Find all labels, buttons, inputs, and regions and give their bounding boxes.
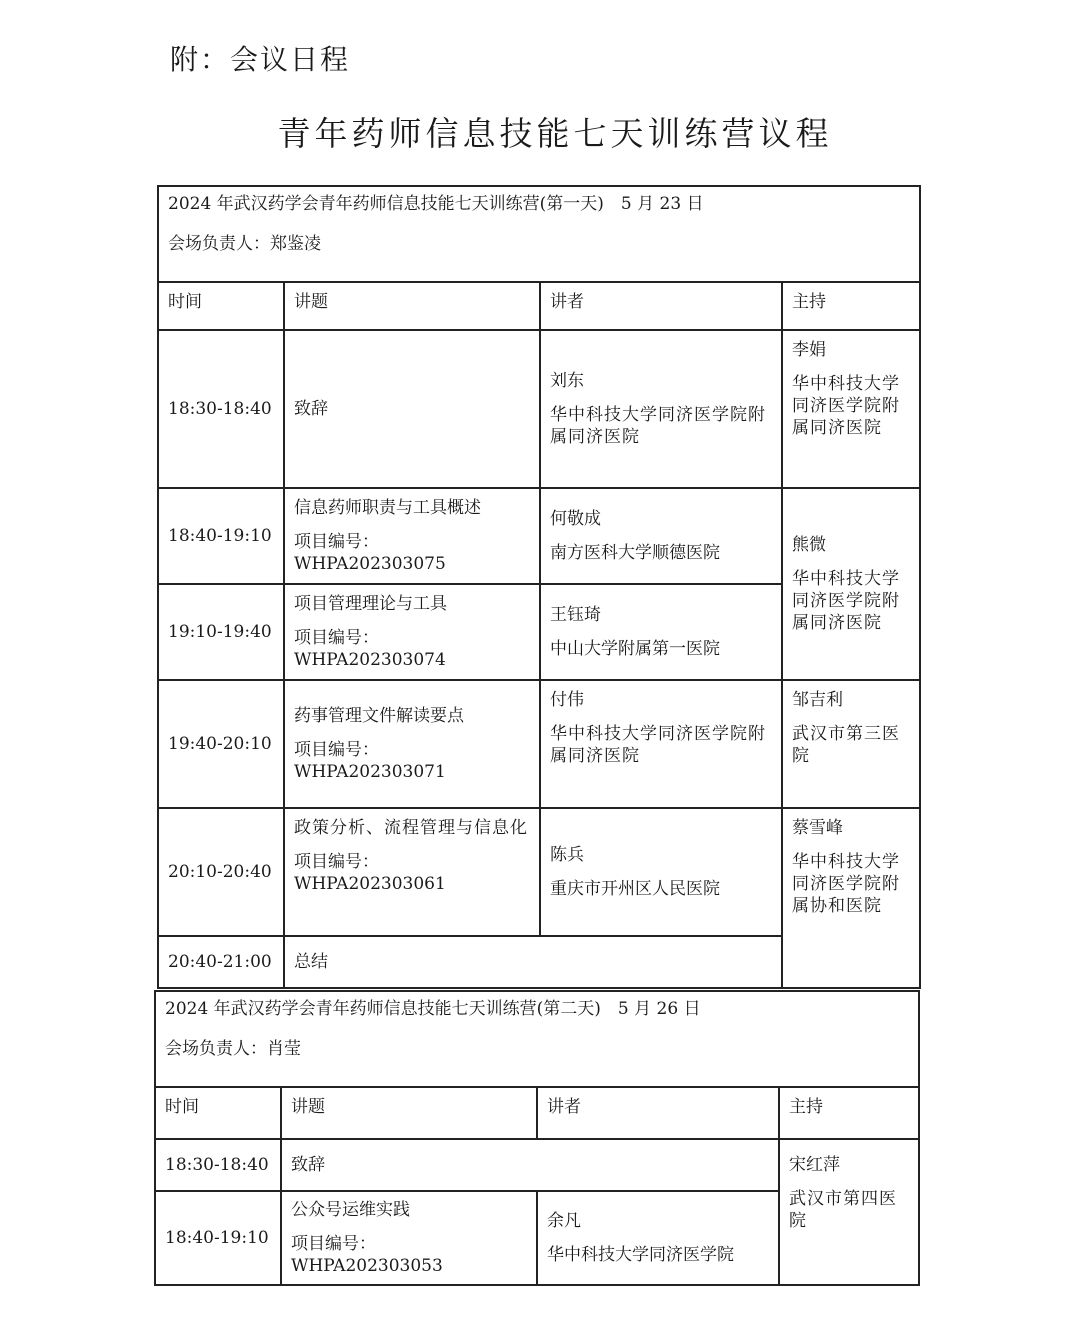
day1-agenda-table bbox=[157, 185, 921, 989]
row-speaker bbox=[540, 488, 782, 584]
row-topic: 总结 bbox=[284, 936, 782, 988]
row-time: 18:30-18:40 bbox=[155, 1139, 281, 1191]
speaker-org: 华中科技大学同济医学院附属同济医院 bbox=[550, 404, 766, 448]
page-title: 青年药师信息技能七天训练营议程 bbox=[277, 114, 833, 153]
table-row bbox=[155, 1139, 919, 1191]
row-speaker bbox=[540, 584, 782, 680]
row-topic bbox=[284, 680, 540, 808]
speaker-name: 王钰琦 bbox=[550, 604, 601, 625]
host-name: 邹吉利 bbox=[792, 690, 843, 710]
table-row bbox=[158, 488, 920, 584]
host-org: 华中科技大学同济医学院附属同济医院 bbox=[792, 374, 900, 439]
row-host bbox=[782, 330, 920, 488]
col-speaker: 讲者 bbox=[540, 282, 782, 330]
table-row bbox=[158, 680, 920, 808]
table-row bbox=[158, 330, 920, 488]
row-time: 20:10-20:40 bbox=[158, 808, 284, 936]
row-time: 18:30-18:40 bbox=[158, 330, 284, 488]
project-code: 项目编号：WHPA202303075 bbox=[294, 531, 446, 575]
speaker-org: 华中科技大学同济医学院 bbox=[547, 1245, 734, 1265]
speaker-name: 付伟 bbox=[550, 690, 584, 710]
speaker-org: 华中科技大学同济医学院附属同济医院 bbox=[550, 724, 766, 767]
topic-title: 公众号运维实践 bbox=[291, 1199, 410, 1220]
day2-heading: 2024 年武汉药学会青年药师信息技能七天训练营(第二天) 5 月 26 日 bbox=[165, 999, 701, 1019]
speaker-name: 余凡 bbox=[547, 1210, 581, 1231]
topic-title: 信息药师职责与工具概述 bbox=[294, 497, 481, 518]
host-org: 华中科技大学同济医学院附属协和医院 bbox=[792, 852, 900, 917]
appendix-label: 附：会议日程 bbox=[170, 43, 351, 76]
row-time: 20:40-21:00 bbox=[158, 936, 284, 988]
topic-title: 药事管理文件解读要点 bbox=[294, 705, 464, 726]
topic-title: 政策分析、流程管理与信息化 bbox=[294, 818, 528, 838]
row-speaker bbox=[540, 680, 782, 808]
row-speaker bbox=[537, 1191, 779, 1285]
row-topic bbox=[281, 1191, 537, 1285]
day2-column-header bbox=[155, 1087, 919, 1139]
host-name: 熊微 bbox=[792, 534, 826, 555]
row-topic bbox=[284, 808, 540, 936]
row-time: 19:40-20:10 bbox=[158, 680, 284, 808]
col-topic: 讲题 bbox=[281, 1087, 537, 1139]
row-topic bbox=[284, 584, 540, 680]
row-topic: 致辞 bbox=[284, 330, 540, 488]
day2-heading-cell bbox=[155, 991, 919, 1087]
day1-heading: 2024 年武汉药学会青年药师信息技能七天训练营(第一天) 5 月 23 日 bbox=[168, 194, 704, 214]
row-topic: 致辞 bbox=[281, 1139, 779, 1191]
day1-heading-cell bbox=[158, 186, 920, 282]
speaker-org: 南方医科大学顺德医院 bbox=[550, 543, 720, 563]
row-time: 18:40-19:10 bbox=[158, 488, 284, 584]
day2-manager: 会场负责人：肖莹 bbox=[165, 1039, 301, 1060]
host-org: 武汉市第四医院 bbox=[789, 1189, 897, 1232]
row-host bbox=[782, 488, 920, 680]
project-code: 项目编号：WHPA202303074 bbox=[294, 627, 446, 671]
host-name: 蔡雪峰 bbox=[792, 818, 843, 838]
day2-agenda-table bbox=[154, 990, 920, 1286]
host-org: 武汉市第三医院 bbox=[792, 724, 900, 767]
row-speaker bbox=[540, 330, 782, 488]
day1-column-header bbox=[158, 282, 920, 330]
col-speaker: 讲者 bbox=[537, 1087, 779, 1139]
row-host bbox=[779, 1139, 919, 1285]
row-time: 19:10-19:40 bbox=[158, 584, 284, 680]
col-time: 时间 bbox=[155, 1087, 281, 1139]
row-time: 18:40-19:10 bbox=[155, 1191, 281, 1285]
project-code: 项目编号：WHPA202303053 bbox=[291, 1233, 443, 1277]
project-code: 项目编号：WHPA202303071 bbox=[294, 739, 446, 783]
col-host: 主持 bbox=[782, 282, 920, 330]
row-topic bbox=[284, 488, 540, 584]
row-host bbox=[782, 680, 920, 808]
speaker-org: 重庆市开州区人民医院 bbox=[550, 879, 720, 899]
host-org: 华中科技大学同济医学院附属同济医院 bbox=[792, 568, 900, 634]
project-code: 项目编号：WHPA202303061 bbox=[294, 852, 446, 895]
col-topic: 讲题 bbox=[284, 282, 540, 330]
table-row bbox=[158, 808, 920, 936]
row-speaker bbox=[540, 808, 782, 936]
day1-manager: 会场负责人：郑鉴凌 bbox=[168, 234, 321, 255]
host-name: 李娟 bbox=[792, 340, 826, 360]
col-time: 时间 bbox=[158, 282, 284, 330]
topic-title: 项目管理理论与工具 bbox=[294, 593, 447, 614]
col-host: 主持 bbox=[779, 1087, 919, 1139]
row-host bbox=[782, 808, 920, 988]
speaker-name: 陈兵 bbox=[550, 844, 584, 865]
speaker-org: 中山大学附属第一医院 bbox=[550, 639, 720, 659]
speaker-name: 刘东 bbox=[550, 370, 584, 391]
speaker-name: 何敬成 bbox=[550, 508, 601, 529]
host-name: 宋红萍 bbox=[789, 1155, 840, 1175]
